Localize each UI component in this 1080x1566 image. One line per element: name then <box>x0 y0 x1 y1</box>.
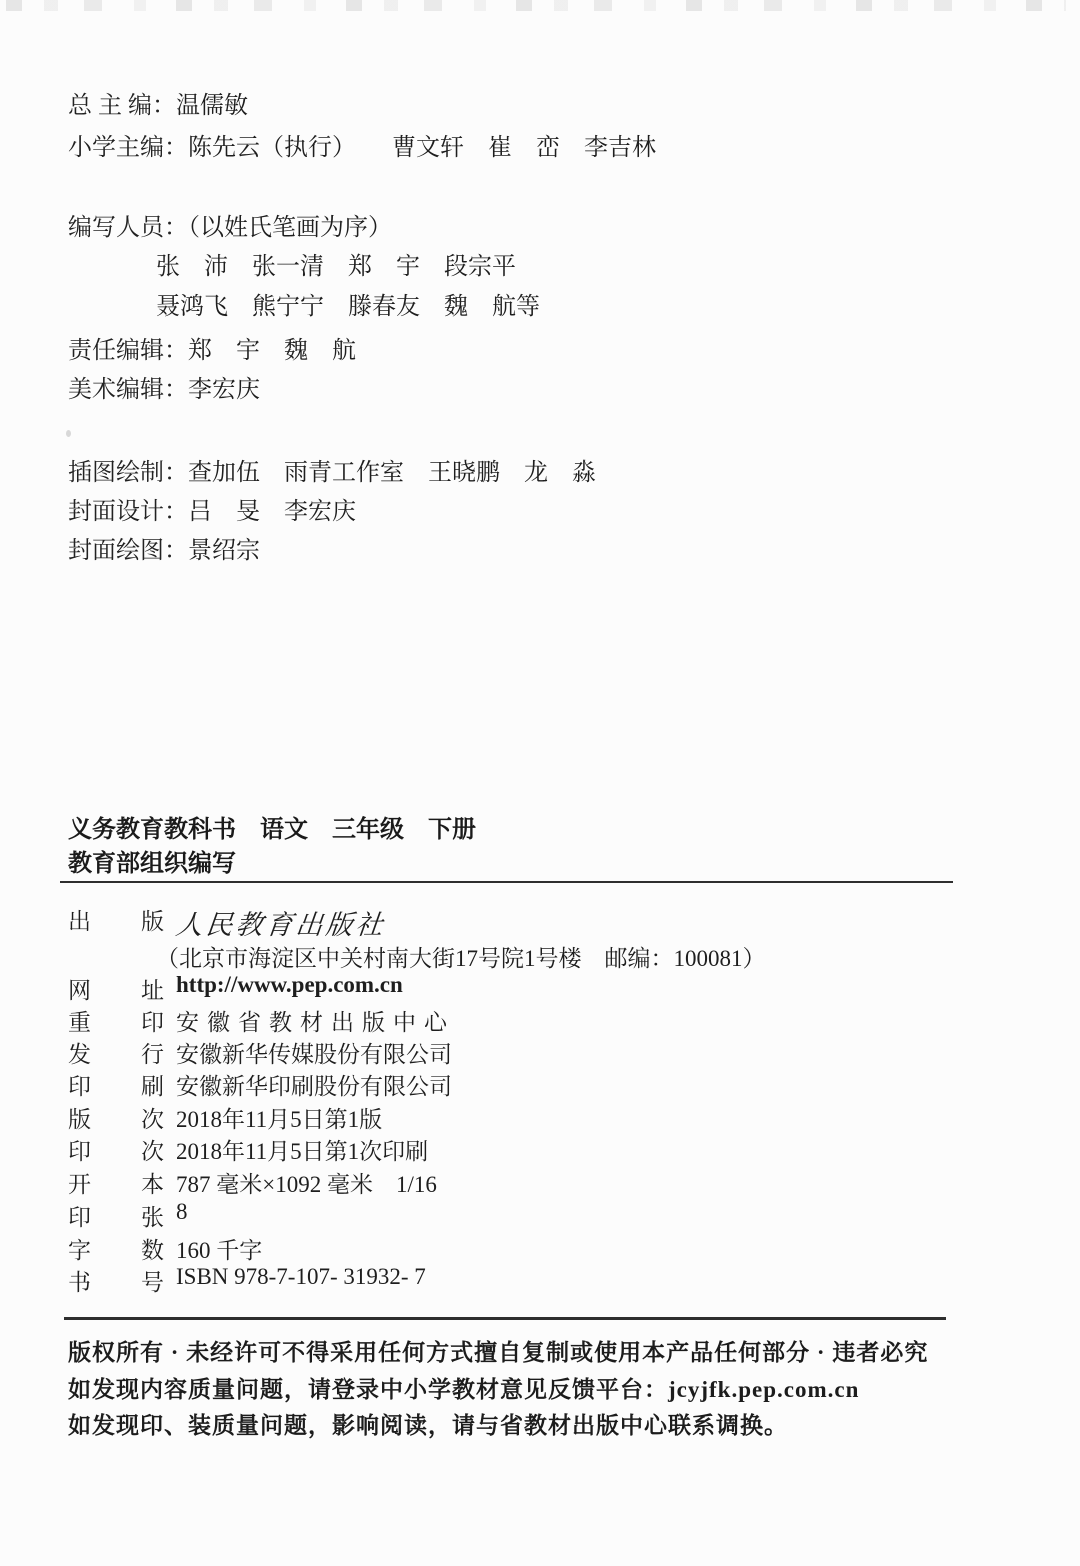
chief-editor-value: 温儒敏 <box>176 93 248 119</box>
divider-top <box>60 881 953 883</box>
printing-company-value: 安徽新华印刷股份有限公司 <box>176 1074 452 1099</box>
illustration-value: 查加伍 雨青工作室 王晓鹏 龙 淼 <box>188 460 596 486</box>
sheets-row <box>68 1199 188 1232</box>
format-value: 787 毫米×1092 毫米 1/16 <box>176 1172 437 1197</box>
responsible-editor-value: 郑 宇 魏 航 <box>188 338 356 364</box>
impression-value: 2018年11月5日第1次印刷 <box>176 1139 429 1164</box>
impression-row <box>68 1133 428 1166</box>
publisher-label: 出 版 <box>68 909 164 934</box>
cover-design-label: 封面设计： <box>68 499 188 525</box>
reprint-value: 安徽省教材出版中心 <box>176 1010 455 1035</box>
organizer-line: 教育部组织编写 <box>68 850 236 877</box>
word-count-value: 160 千字 <box>176 1238 263 1263</box>
sheets-value: 8 <box>176 1199 188 1224</box>
art-editor-label: 美术编辑： <box>68 377 188 403</box>
content-feedback-notice: 如发现内容质量问题，请登录中小学教材意见反馈平台：jcyjfk.pep.com.cn <box>68 1377 860 1402</box>
responsible-editor-line <box>68 337 356 366</box>
printing-company-label: 印 刷 <box>68 1074 164 1099</box>
series-title: 义务教育教科书 语文 三年级 下册 <box>68 816 476 843</box>
cover-art-value: 景绍宗 <box>188 538 260 564</box>
website-label: 网 址 <box>68 978 164 1003</box>
cover-art-line <box>68 537 260 566</box>
isbn-label: 书 号 <box>68 1270 164 1295</box>
primary-editors-label: 小学主编： <box>68 135 188 161</box>
compiler-names-row-2: 聂鸿飞 熊宁宁 滕春友 魏 航等 <box>156 294 540 320</box>
reprint-row <box>68 1004 455 1037</box>
isbn-row <box>68 1264 426 1297</box>
chief-editor-label: 总 主 编： <box>68 93 176 119</box>
illustration-line <box>68 459 596 488</box>
primary-editors-value: 陈先云（执行） 曹文轩 崔 峦 李吉林 <box>188 135 656 161</box>
primary-editors-line <box>68 134 656 163</box>
print-quality-notice: 如发现印、装质量问题，影响阅读，请与省教材出版中心联系调换。 <box>68 1413 788 1438</box>
cover-design-line <box>68 498 356 527</box>
reprint-label: 重 印 <box>68 1010 164 1035</box>
word-count-label: 字 数 <box>68 1238 164 1263</box>
edition-value: 2018年11月5日第1版 <box>176 1107 383 1132</box>
isbn-value: ISBN 978-7-107- 31932- 7 <box>176 1264 426 1289</box>
chief-editor-line <box>68 92 248 121</box>
format-row <box>68 1166 437 1199</box>
impression-label: 印 次 <box>68 1139 164 1164</box>
compiler-names-row-1: 张 沛 张一清 郑 宇 段宗平 <box>156 254 516 280</box>
cover-art-label: 封面绘图： <box>68 538 188 564</box>
scan-speck <box>66 430 71 437</box>
website-url: http://www.pep.com.cn <box>176 972 403 997</box>
edition-row <box>68 1101 382 1134</box>
printing-company-row <box>68 1068 452 1101</box>
distribution-label: 发 行 <box>68 1042 164 1067</box>
illustration-label: 插图绘制： <box>68 460 188 486</box>
edition-label: 版 次 <box>68 1107 164 1132</box>
word-count-row <box>68 1232 262 1265</box>
publisher-script-name: 人民教育出版社 <box>174 910 388 940</box>
distribution-value: 安徽新华传媒股份有限公司 <box>176 1042 452 1067</box>
publisher-row <box>68 903 386 942</box>
copyright-notice: 版权所有 · 未经许可不得采用任何方式擅自复制或使用本产品任何部分 · 违者必究 <box>68 1340 929 1365</box>
scan-artifact-strip <box>6 0 1066 11</box>
compilers-note: （以姓氏笔画为序） <box>188 215 392 241</box>
cover-design-value: 吕 旻 李宏庆 <box>188 499 356 525</box>
distribution-row <box>68 1036 452 1069</box>
format-label: 开 本 <box>68 1172 164 1197</box>
publisher-address: （北京市海淀区中关村南大街17号院1号楼 邮编：100081） <box>156 946 766 971</box>
website-row <box>68 972 403 1005</box>
sheets-label: 印 张 <box>68 1205 164 1230</box>
art-editor-line <box>68 376 260 405</box>
compilers-label: 编写人员： <box>68 215 188 241</box>
divider-bottom <box>64 1317 946 1320</box>
compilers-line <box>68 214 392 243</box>
art-editor-value: 李宏庆 <box>188 377 260 403</box>
responsible-editor-label: 责任编辑： <box>68 338 188 364</box>
